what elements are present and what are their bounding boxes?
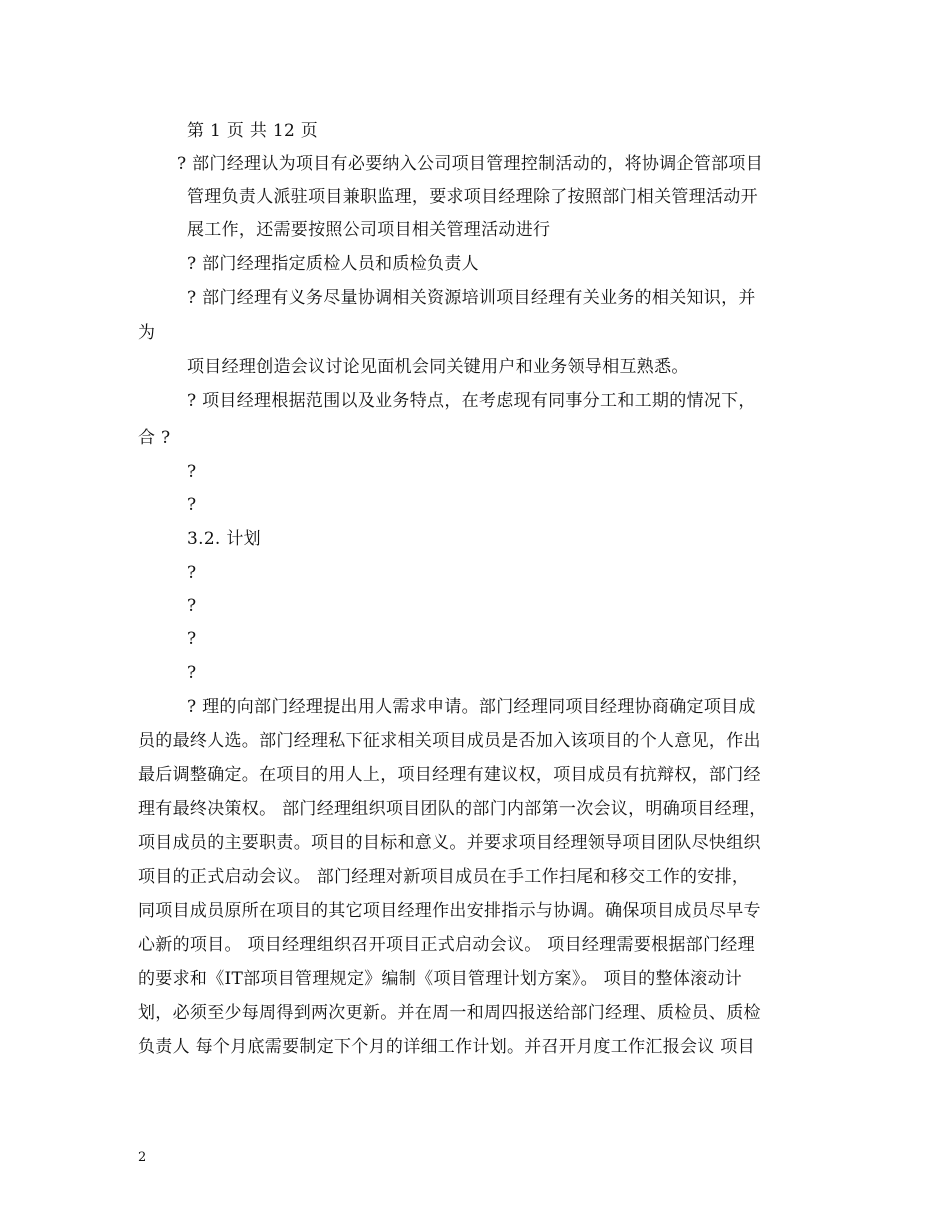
paragraph-line: ? 理的向部门经理提出用人需求申请。部门经理同项目经理协商确定项目成 bbox=[187, 697, 756, 717]
page-indicator: 第 1 页 共 12 页 bbox=[187, 121, 319, 141]
paragraph-line: 同项目成员原所在项目的其它项目经理作出安排指示与协调。确保项目成员尽早专 bbox=[138, 901, 761, 921]
text-line: 为 bbox=[138, 323, 156, 343]
text-line: ? bbox=[187, 462, 197, 482]
paragraph-line: 项目成员的主要职责。项目的目标和意义。并要求项目经理领导项目团队尽快组织 bbox=[138, 833, 761, 853]
paragraph-line: 理有最终决策权。 部门经理组织项目团队的部门内部第一次会议，明确项目经理， bbox=[138, 799, 767, 819]
text-line: ? 部门经理认为项目有必要纳入公司项目管理控制活动的，将协调企管部项目 bbox=[177, 154, 764, 174]
paragraph-line: 员的最终人选。部门经理私下征求相关项目成员是否加入该项目的个人意见，作出 bbox=[138, 731, 761, 751]
paragraph-line: 最后调整确定。在项目的用人上，项目经理有建议权，项目成员有抗辩权，部门经 bbox=[138, 765, 761, 785]
section-heading: 3.2. 计划 bbox=[187, 529, 261, 549]
text-line: 合 ? bbox=[138, 428, 171, 448]
text-line: ? 部门经理有义务尽量协调相关资源培训项目经理有关业务的相关知识，并 bbox=[187, 288, 756, 308]
text-line: 展工作，还需要按照公司项目相关管理活动进行 bbox=[187, 220, 551, 240]
paragraph-line: 心新的项目。 项目经理组织召开项目正式启动会议。 项目经理需要根据部门经理 bbox=[138, 935, 755, 955]
text-line: ? bbox=[187, 596, 197, 616]
paragraph-line: 负责人 每个月底需要制定下个月的详细工作计划。并召开月度工作汇报会议 项目 bbox=[138, 1037, 755, 1057]
text-line: ? 项目经理根据范围以及业务特点，在考虑现有同事分工和工期的情况下， bbox=[187, 391, 756, 411]
text-line: 管理负责人派驻项目兼职监理，要求项目经理除了按照部门相关管理活动开 bbox=[187, 187, 758, 207]
text-line: ? bbox=[187, 629, 197, 649]
text-line: ? bbox=[187, 495, 197, 515]
paragraph-line: 项目的正式启动会议。 部门经理对新项目成员在手工作扫尾和移交工作的安排， bbox=[138, 867, 750, 887]
paragraph-line: 的要求和《IT部项目管理规定》编制《项目管理计划方案》。 项目的整体滚动计 bbox=[138, 969, 743, 989]
text-line: ? bbox=[187, 663, 197, 683]
text-line: ? bbox=[187, 563, 197, 583]
text-line: ? 部门经理指定质检人员和质检负责人 bbox=[187, 254, 479, 274]
text-line: 项目经理创造会议讨论见面机会同关键用户和业务领导相互熟悉。 bbox=[187, 357, 689, 377]
footer-page-number: 2 bbox=[138, 1150, 147, 1165]
paragraph-line: 划，必须至少每周得到两次更新。并在周一和周四报送给部门经理、质检员、质检 bbox=[138, 1003, 761, 1023]
